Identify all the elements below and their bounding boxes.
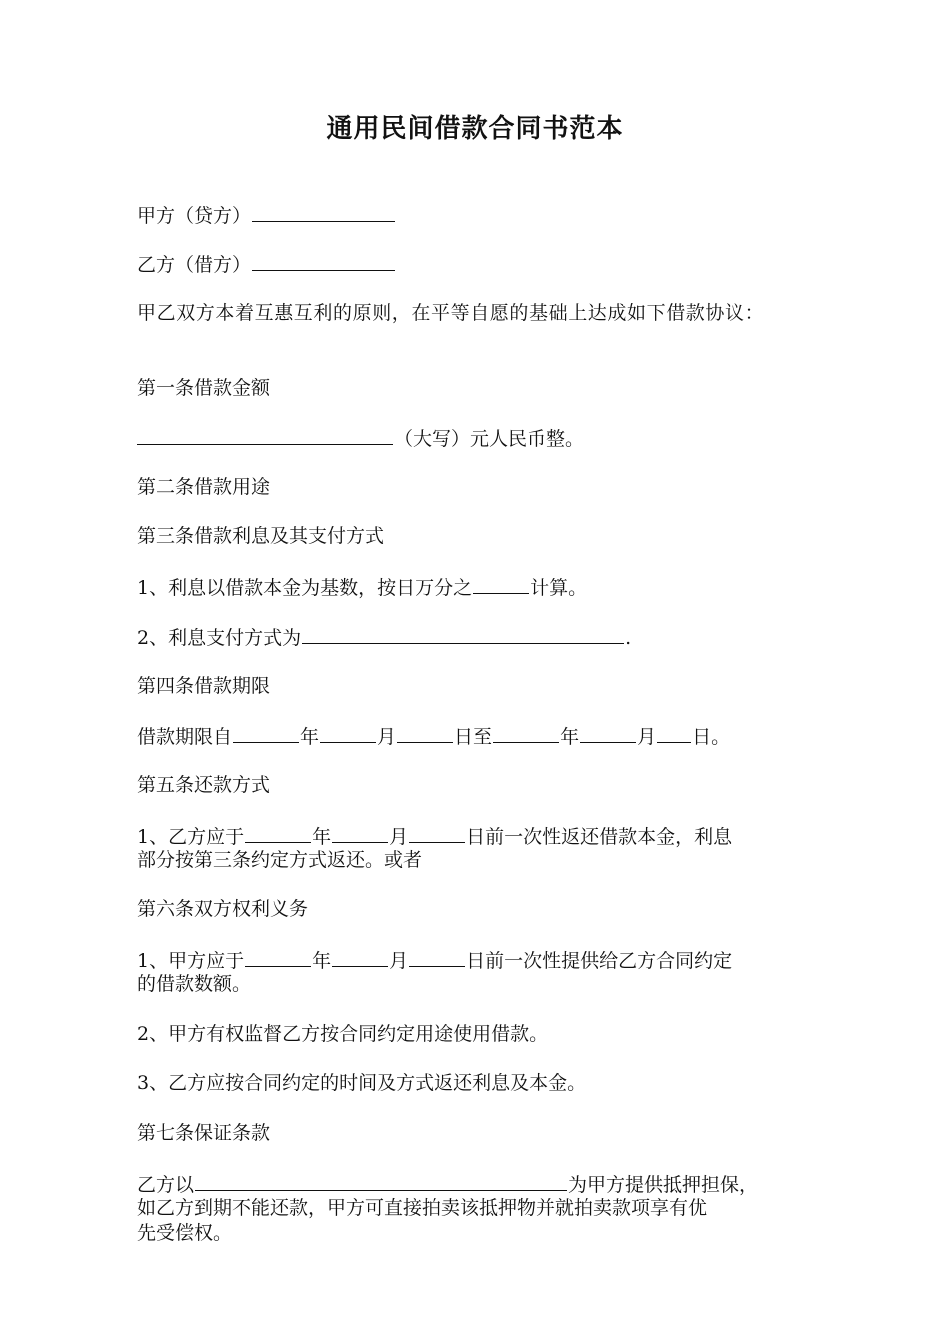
end-month-label: 月 — [637, 726, 657, 748]
end-day-label: 日。 — [692, 726, 731, 748]
repayment-prefix: 1、乙方应于 — [137, 826, 245, 848]
lender-supervision-clause: 2、甲方有权监督乙方按合同约定用途使用借款。 — [137, 1023, 549, 1045]
article-3-heading: 第三条借款利息及其支付方式 — [137, 525, 385, 547]
article-1-heading: 第一条借款金额 — [137, 377, 271, 399]
interest-payment-suffix: . — [625, 627, 632, 649]
start-day-label: 日至 — [454, 726, 493, 748]
page-title: 通用民间借款合同书范本 — [326, 114, 624, 144]
repayment-line-1-suffix: 日前一次性返还借款本金，利息 — [466, 826, 733, 848]
guarantee-line-1-suffix: 为甲方提供抵押担保， — [568, 1174, 759, 1196]
party-b-blank — [252, 251, 395, 271]
loan-amount-suffix: （大写）元人民币整。 — [394, 428, 585, 450]
guarantee-line-1 — [137, 1171, 817, 1198]
lender-obligation-line-2: 的借款数额。 — [137, 973, 252, 995]
provide-year-label: 年 — [312, 950, 332, 972]
interest-rate-blank — [473, 574, 529, 594]
interest-rate-line — [137, 574, 817, 601]
repayment-day-blank — [409, 823, 465, 843]
article-4-heading: 第四条借款期限 — [137, 675, 271, 697]
start-year-blank — [233, 723, 299, 743]
interest-payment-line — [137, 624, 817, 651]
article-7-heading: 第七条保证条款 — [137, 1122, 271, 1144]
party-a-blank — [252, 202, 395, 222]
borrower-repayment-clause: 3、乙方应按合同约定的时间及方式返还利息及本金。 — [137, 1072, 587, 1094]
collateral-blank — [195, 1171, 567, 1191]
guarantee-line-2: 如乙方到期不能还款，甲方可直接拍卖该抵押物并就拍卖款项享有优 — [137, 1197, 708, 1219]
party-b-label: 乙方（借方） — [137, 254, 252, 276]
lender-obligation-prefix: 1、甲方应于 — [137, 950, 245, 972]
repayment-year-blank — [245, 823, 311, 843]
repayment-month-blank — [332, 823, 388, 843]
party-b-line — [137, 251, 817, 278]
start-year-label: 年 — [300, 726, 320, 748]
guarantee-prefix: 乙方以 — [137, 1174, 195, 1196]
article-6-heading: 第六条双方权利义务 — [137, 898, 309, 920]
article-5-heading: 第五条还款方式 — [137, 774, 271, 796]
party-a-label: 甲方（贷方） — [137, 205, 252, 227]
repayment-line-1 — [137, 823, 817, 850]
loan-term-prefix: 借款期限自 — [137, 726, 233, 748]
provide-month-label: 月 — [389, 950, 409, 972]
interest-payment-blank — [302, 624, 624, 644]
end-year-label: 年 — [560, 726, 580, 748]
provide-month-blank — [332, 947, 388, 967]
end-day-blank — [657, 723, 691, 743]
repayment-month-label: 月 — [389, 826, 409, 848]
interest-rate-suffix: 计算。 — [530, 577, 588, 599]
provide-day-blank — [409, 947, 465, 967]
loan-amount-blank — [137, 425, 393, 445]
article-2-heading: 第二条借款用途 — [137, 476, 271, 498]
end-month-blank — [580, 723, 636, 743]
start-day-blank — [397, 723, 453, 743]
party-a-line — [137, 202, 817, 229]
repayment-line-2: 部分按第三条约定方式返还。或者 — [137, 849, 423, 871]
end-year-blank — [493, 723, 559, 743]
provide-year-blank — [245, 947, 311, 967]
preamble: 甲乙双方本着互惠互利的原则，在平等自愿的基础上达成如下借款协议： — [137, 302, 765, 324]
interest-payment-prefix: 2、利息支付方式为 — [137, 627, 302, 649]
lender-obligation-line-1 — [137, 947, 817, 974]
loan-term-line — [137, 723, 817, 750]
repayment-year-label: 年 — [312, 826, 332, 848]
interest-rate-prefix: 1、利息以借款本金为基数，按日万分之 — [137, 577, 473, 599]
start-month-blank — [320, 723, 376, 743]
start-month-label: 月 — [377, 726, 397, 748]
loan-amount-line — [137, 425, 817, 452]
guarantee-line-3: 先受偿权。 — [137, 1222, 233, 1244]
lender-obligation-line-1-suffix: 日前一次性提供给乙方合同约定 — [466, 950, 733, 972]
